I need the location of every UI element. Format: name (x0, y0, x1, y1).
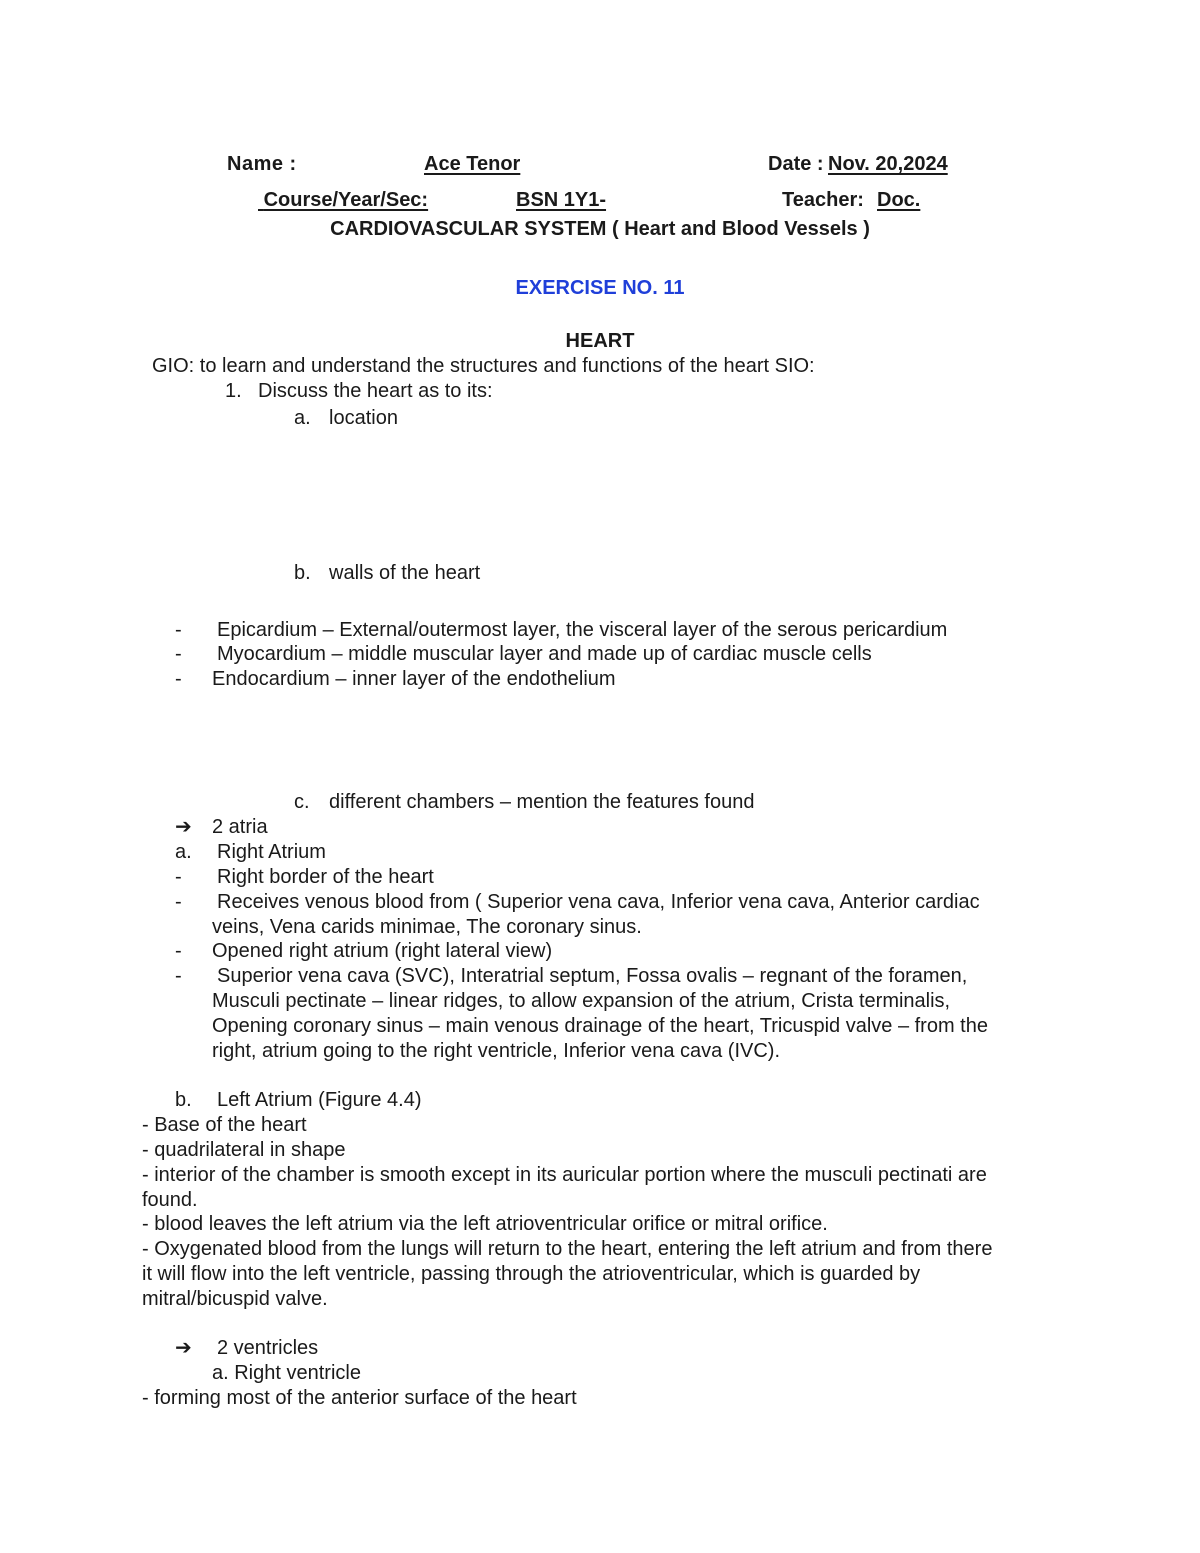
list-bullet: - (175, 940, 182, 962)
list-item-continued: veins, Vena carids minimae, The coronary sinus. (212, 916, 642, 938)
topic-heading: HEART (565, 330, 635, 352)
list-bullet: - (175, 643, 182, 665)
rv-line: - forming most of the anterior surface of the heart (142, 1387, 577, 1409)
list-item: Endocardium – inner layer of the endothelium (212, 668, 616, 690)
la-line: - blood leaves the left atrium via the left atrioventricular orifice or mitral orifice. (142, 1213, 828, 1235)
arrow-icon: ➔ (175, 1337, 192, 1359)
date-label: Date : (768, 153, 824, 175)
atria-heading: 2 atria (212, 816, 268, 838)
ra-title: Right Atrium (217, 841, 326, 863)
la-line: found. (142, 1189, 198, 1211)
la-line: - quadrilateral in shape (142, 1139, 346, 1161)
gio-statement: GIO: to learn and understand the structures and functions of the heart SIO: (152, 355, 815, 377)
name-value-text: Ace Tenor (424, 153, 521, 175)
qb-letter: b. (294, 562, 311, 584)
teacher-label: Teacher: (782, 189, 864, 211)
la-line: mitral/bicuspid valve. (142, 1288, 328, 1310)
qb-text: walls of the heart (329, 562, 481, 584)
list-bullet: - (175, 866, 182, 888)
course-label-text: Course/Year/Sec: (263, 189, 429, 211)
list-item: Epicardium – External/outermost layer, the visceral layer of the serous pericardium (217, 619, 948, 641)
la-line: - interior of the chamber is smooth except in its auricular portion where the musculi pectinati are (142, 1164, 987, 1186)
list-item-continued: Opening coronary sinus – main venous drainage of the heart, Tricuspid valve – from the (212, 1015, 988, 1037)
name-value (300, 154, 768, 174)
list-item-continued: right, atrium going to the right ventricle, Inferior vena cava (IVC). (212, 1040, 781, 1062)
list-item: Opened right atrium (right lateral view) (212, 940, 553, 962)
qa-text: location (329, 407, 398, 429)
arrow-icon: ➔ (175, 816, 192, 838)
subject-title: CARDIOVASCULAR SYSTEM ( Heart and Blood Vessels ) (330, 218, 870, 240)
list-bullet: - (175, 668, 182, 690)
q1-text: Discuss the heart as to its: (258, 380, 493, 402)
list-bullet: - (175, 965, 182, 987)
la-line: - Base of the heart (142, 1114, 307, 1136)
la-line: - Oxygenated blood from the lungs will return to the heart, entering the left atrium and from there (142, 1238, 993, 1260)
list-item: Right border of the heart (217, 866, 434, 888)
course-value (430, 190, 782, 210)
list-item: Receives venous blood from ( Superior vena cava, Inferior vena cava, Anterior cardiac (217, 891, 980, 913)
list-item-continued: Musculi pectinate – linear ridges, to allow expansion of the atrium, Crista terminalis, (212, 990, 951, 1012)
name-label: Name : (227, 153, 297, 175)
date-value: Nov. 20,2024 (828, 153, 948, 175)
course-label (258, 190, 428, 210)
ventricles-heading: 2 ventricles (217, 1337, 319, 1359)
list-item: Myocardium – middle muscular layer and made up of cardiac muscle cells (217, 643, 872, 665)
list-bullet: - (175, 891, 182, 913)
qc-letter: c. (294, 791, 310, 813)
teacher-value: Doc. (877, 189, 921, 211)
list-bullet: - (175, 619, 182, 641)
exercise-number: EXERCISE NO. 11 (515, 277, 685, 299)
list-item: Superior vena cava (SVC), Interatrial septum, Fossa ovalis – regnant of the foramen, (217, 965, 968, 987)
qa-letter: a. (294, 407, 311, 429)
qc-text: different chambers – mention the features found (329, 791, 755, 813)
ra-letter: a. (175, 841, 192, 863)
q1-number: 1. (225, 380, 242, 402)
rv-title: a. Right ventricle (212, 1362, 361, 1384)
la-line: it will flow into the left ventricle, passing through the atrioventricular, which is guarded by (142, 1263, 921, 1285)
la-letter: b. (175, 1089, 192, 1111)
la-title: Left Atrium (Figure 4.4) (217, 1089, 422, 1111)
course-value-text: BSN 1Y1- (516, 189, 607, 211)
